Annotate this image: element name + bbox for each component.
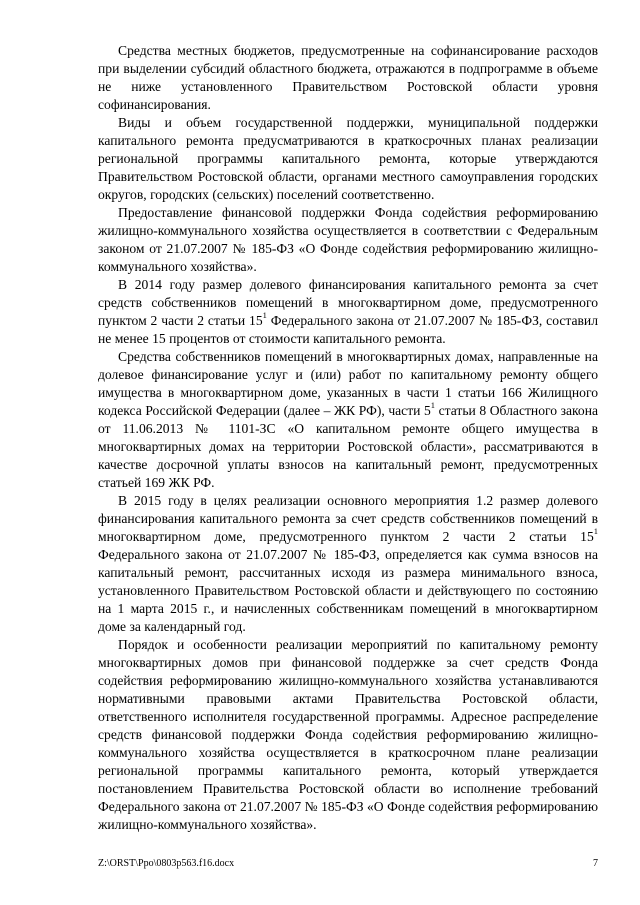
- body-paragraph: [98, 276, 598, 348]
- paragraph-text: Предоставление финансовой поддержки Фонда содействия реформированию жилищно-коммунального хозяйства осуществляется в соответствии с Федеральным законом от 21.07.2007 № 185-ФЗ «О Фонде содействия реформированию жилищно-коммунального хозяйства».: [98, 205, 598, 274]
- body-paragraph: [98, 204, 598, 276]
- body-paragraph: [98, 348, 598, 492]
- body-paragraph: [98, 492, 598, 636]
- footer-page-number: 7: [593, 858, 598, 869]
- paragraph-text: Виды и объем государственной поддержки, муниципальной поддержки капитального ремонта предусматриваются в краткосрочных планах реализации региональной программы капитального ремонта, которые утверждаются Правительством Ростовской области, органами местного самоуправления городских округов, городских (сельских) поселений соответственно.: [98, 115, 598, 202]
- paragraph-text: статьи 8 Областного закона от 11.06.2013 № 1101-ЗС «О капитальном ремонте общего имущества в многоквартирных домах на территории Ростовской области», рассматриваются в качестве досрочной уплаты взносов на капитальный ремонт, предусмотренных статьей 169 ЖК РФ.: [98, 403, 599, 490]
- page-footer: [98, 857, 598, 871]
- footer-file-path: Z:\ORST\Ppo\0803p563.f16.docx: [98, 858, 235, 869]
- paragraph-text: Порядок и особенности реализации мероприятий по капитальному ремонту многоквартирных домов при финансовой поддержке за счет средств Фонда содействия реформированию жилищно-коммунального хозяйства устанавливаются нормативными правовыми актами Правительства Ростовской области, ответственного исполнителя государственной программы. Адресное распределение средств финансовой поддержки Фонда содействия реформированию жилищно-коммунального хозяйства осуществляется в краткосрочном плане реализации региональной программы капитального ремонта, который утверждается постановлением Правительства Ростовской области во исполнение требований Федерального закона от 21.07.2007 № 185-ФЗ «О Фонде содействия реформированию жилищно-коммунального хозяйства».: [98, 637, 598, 832]
- paragraph-text: В 2015 году в целях реализации основного мероприятия 1.2 размер долевого финансирования капитального ремонта за счет средств собственников помещений в многоквартирном доме, предусмотренного пунктом 2 части 2 статьи 15: [98, 493, 598, 544]
- superscript-index: 1: [593, 526, 598, 537]
- superscript-index: 1: [430, 400, 436, 411]
- body-paragraph: [98, 636, 598, 834]
- paragraph-text: Федерального закона от 21.07.2007 № 185-ФЗ, определяется как сумма взносов на капитальный ремонт, рассчитанных исходя из размера минимального взноса, установленного Правительством Ростовской области и действующего по состоянию на 1 марта 2015 г., и начисленных собственникам помещений в многоквартирном доме за календарный год.: [98, 547, 598, 634]
- body-paragraph: [98, 114, 598, 204]
- paragraph-text: Средства местных бюджетов, предусмотренные на софинансирование расходов при выделении субсидий областного бюджета, отражаются в подпрограмме в объеме не ниже установленного Правительством Ростовской области уровня софинансирования.: [98, 43, 598, 112]
- paragraph-text: Федерального закона от 21.07.2007 № 185-ФЗ, составил не менее 15 процентов от стоимости капитального ремонта.: [98, 313, 598, 346]
- paragraph-text: Средства собственников помещений в многоквартирных домах, направленные на долевое финансирование услуг и (или) работ по капитальному ремонту общего имущества в многоквартирном доме, указанных в части 1 статьи 166 Жилищного кодекса Российской Федерации (далее – ЖК РФ), части 5: [98, 349, 598, 418]
- document-body: [98, 42, 598, 834]
- superscript-index: 1: [262, 310, 267, 321]
- body-paragraph: [98, 42, 598, 114]
- paragraph-text: В 2014 году размер долевого финансирования капитального ремонта за счет средств собственников помещений в многоквартирном доме, предусмотренного пунктом 2 части 2 статьи 15: [98, 277, 598, 328]
